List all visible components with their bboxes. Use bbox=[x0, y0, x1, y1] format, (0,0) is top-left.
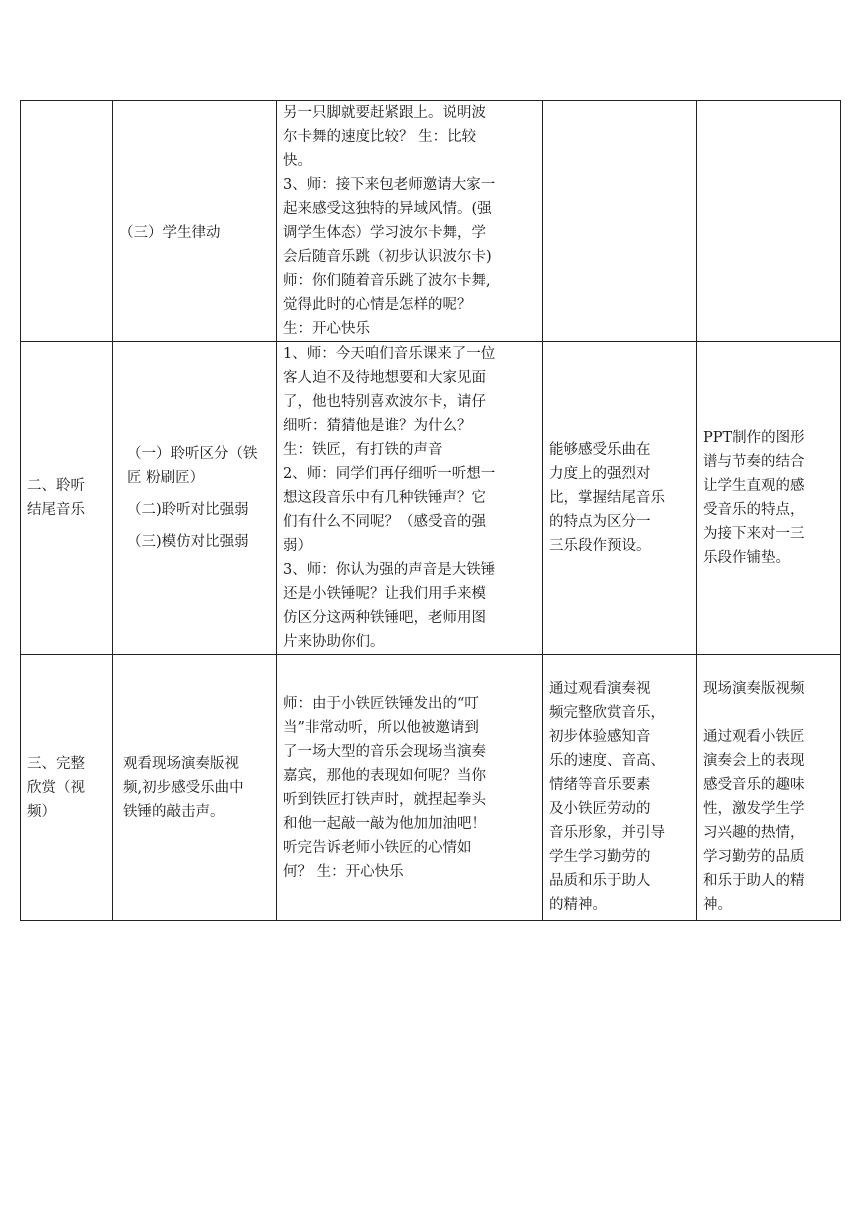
goal-line: 品质和乐于助人 bbox=[549, 872, 651, 889]
note-line: 神。 bbox=[703, 896, 732, 913]
process-line: 仿区分这两种铁锤吧，老师用图 bbox=[283, 610, 486, 626]
process-line: 师：你们随着音乐跳了波尔卡舞, bbox=[283, 273, 491, 289]
process-line: 客人迫不及待地想要和大家见面 bbox=[283, 370, 486, 386]
activity-line: （三）学生律动 bbox=[119, 225, 221, 241]
goal-line: 力度上的强烈对 bbox=[549, 466, 651, 482]
process-line: 觉得此时的心情是怎样的呢？ bbox=[283, 297, 472, 313]
activity-line: （一）聆听区分（铁 bbox=[127, 446, 258, 462]
note-line: 习兴趣的热情， bbox=[703, 824, 805, 841]
process-line: 想这段音乐中有几种铁锤声？它 bbox=[283, 490, 486, 506]
process-line: 生：开心快乐 bbox=[283, 321, 370, 337]
process-line: 另一只脚就要赶紧跟上。说明波 bbox=[283, 105, 486, 121]
activity-line: 观看现场演奏版视 bbox=[123, 755, 239, 772]
process-cell bbox=[277, 342, 543, 655]
note-line: PPT制作的图形 bbox=[703, 430, 805, 446]
process-line: 了一场大型的音乐会现场当演奏 bbox=[283, 743, 486, 760]
goal-line: 能够感受乐曲在 bbox=[549, 442, 651, 458]
stage-cell bbox=[21, 101, 113, 342]
note-line: 通过观看小铁匠 bbox=[703, 728, 805, 745]
activity-line: 铁锤的敲击声。 bbox=[123, 803, 225, 820]
process-line: 细听：猜猜他是谁？为什么？ bbox=[283, 418, 472, 434]
process-cell bbox=[277, 655, 543, 921]
note-line: 受音乐的特点， bbox=[703, 502, 805, 518]
process-line: 何？ 生：开心快乐 bbox=[283, 863, 404, 880]
process-line: 3、师：你认为强的声音是大铁锤 bbox=[283, 562, 496, 578]
process-line: 会后随音乐跳（初步认识波尔卡) bbox=[283, 249, 492, 265]
process-line: 生：铁匠，有打铁的声音 bbox=[283, 442, 443, 458]
goal-cell bbox=[543, 101, 697, 342]
process-line: 们有什么不同呢？（感受音的强 bbox=[283, 514, 486, 530]
table-row bbox=[21, 655, 841, 921]
process-line: 嘉宾，那他的表现如何呢？当你 bbox=[283, 767, 486, 784]
process-line: 3、师：接下来包老师邀请大家一 bbox=[283, 177, 496, 193]
process-line: 师：由于小铁匠铁锤发出的“叮 bbox=[283, 695, 479, 712]
process-line: 调学生体态）学习波尔卡舞，学 bbox=[283, 225, 486, 241]
activity-line: （二)聆听对比强弱 bbox=[127, 502, 249, 518]
process-line: 了，他也特别喜欢波尔卡，请仔 bbox=[283, 394, 486, 410]
goal-line: 通过观看演奏视 bbox=[549, 680, 651, 697]
activity-cell bbox=[113, 655, 277, 921]
stage-line: 三、完整 bbox=[27, 755, 85, 772]
note-cell bbox=[697, 655, 841, 921]
goal-line: 学生学习勤劳的 bbox=[549, 848, 651, 865]
table-row bbox=[21, 342, 841, 655]
note-line: 感受音乐的趣味 bbox=[703, 776, 805, 793]
process-line: 弱） bbox=[283, 538, 312, 554]
goal-line: 比，掌握结尾音乐 bbox=[549, 490, 665, 506]
process-line: 尔卡舞的速度比较？ 生：比较 bbox=[283, 129, 477, 145]
stage-line: 频） bbox=[27, 803, 56, 820]
goal-cell bbox=[543, 655, 697, 921]
note-line: 演奏会上的表现 bbox=[703, 752, 805, 769]
activity-line: （三)模仿对比强弱 bbox=[127, 534, 249, 550]
goal-line: 情绪等音乐要素 bbox=[549, 776, 651, 793]
stage-cell bbox=[21, 655, 113, 921]
note-line: 乐段作铺垫。 bbox=[703, 550, 790, 566]
stage-line: 二、聆听 bbox=[27, 478, 85, 494]
stage-line: 欣赏（视 bbox=[27, 779, 85, 796]
process-cell bbox=[277, 101, 543, 342]
note-title: 现场演奏版视频 bbox=[703, 680, 805, 697]
process-line: 1、师：今天咱们音乐课来了一位 bbox=[283, 346, 496, 362]
goal-line: 的特点为区分一 bbox=[549, 514, 651, 530]
process-line: 听完告诉老师小铁匠的心情如 bbox=[283, 839, 472, 856]
goal-line: 音乐形象，并引导 bbox=[549, 824, 665, 841]
goal-line: 三乐段作预设。 bbox=[549, 538, 651, 554]
note-cell bbox=[697, 101, 841, 342]
goal-line: 及小铁匠劳动的 bbox=[549, 800, 651, 817]
note-line: 学习勤劳的品质 bbox=[703, 848, 805, 865]
goal-line: 频完整欣赏音乐， bbox=[549, 704, 665, 721]
note-line: 让学生直观的感 bbox=[703, 478, 805, 494]
process-line: 听到铁匠打铁声时，就捏起拳头 bbox=[283, 791, 486, 808]
goal-line: 乐的速度、音高、 bbox=[549, 752, 665, 769]
process-line: 和他一起敲一敲为他加加油吧！ bbox=[283, 815, 486, 832]
lesson-plan-table bbox=[20, 100, 841, 921]
activity-cell bbox=[113, 342, 277, 655]
process-line: 还是小铁锤呢？让我们用手来模 bbox=[283, 586, 486, 602]
stage-cell bbox=[21, 342, 113, 655]
process-line: 2、师：同学们再仔细听一听想一 bbox=[283, 466, 496, 482]
process-line: 起来感受这独特的异域风情。(强 bbox=[283, 201, 492, 217]
activity-cell bbox=[113, 101, 277, 342]
table-row bbox=[21, 101, 841, 342]
goal-line: 初步体验感知音 bbox=[549, 728, 651, 745]
process-line: 片来协助你们。 bbox=[283, 634, 385, 650]
note-line: 和乐于助人的精 bbox=[703, 872, 805, 889]
process-line: 当”非常动听，所以他被邀请到 bbox=[283, 719, 479, 736]
stage-line: 结尾音乐 bbox=[27, 502, 85, 518]
activity-line: 匠 粉刷匠） bbox=[127, 470, 205, 486]
goal-cell bbox=[543, 342, 697, 655]
note-line: 性，激发学生学 bbox=[703, 800, 805, 817]
activity-line: 频,初步感受乐曲中 bbox=[123, 779, 244, 796]
note-cell bbox=[697, 342, 841, 655]
process-line: 快。 bbox=[283, 153, 312, 169]
note-line: 谱与节奏的结合 bbox=[703, 454, 805, 470]
note-line: 为接下来对一三 bbox=[703, 526, 805, 542]
goal-line: 的精神。 bbox=[549, 896, 607, 913]
